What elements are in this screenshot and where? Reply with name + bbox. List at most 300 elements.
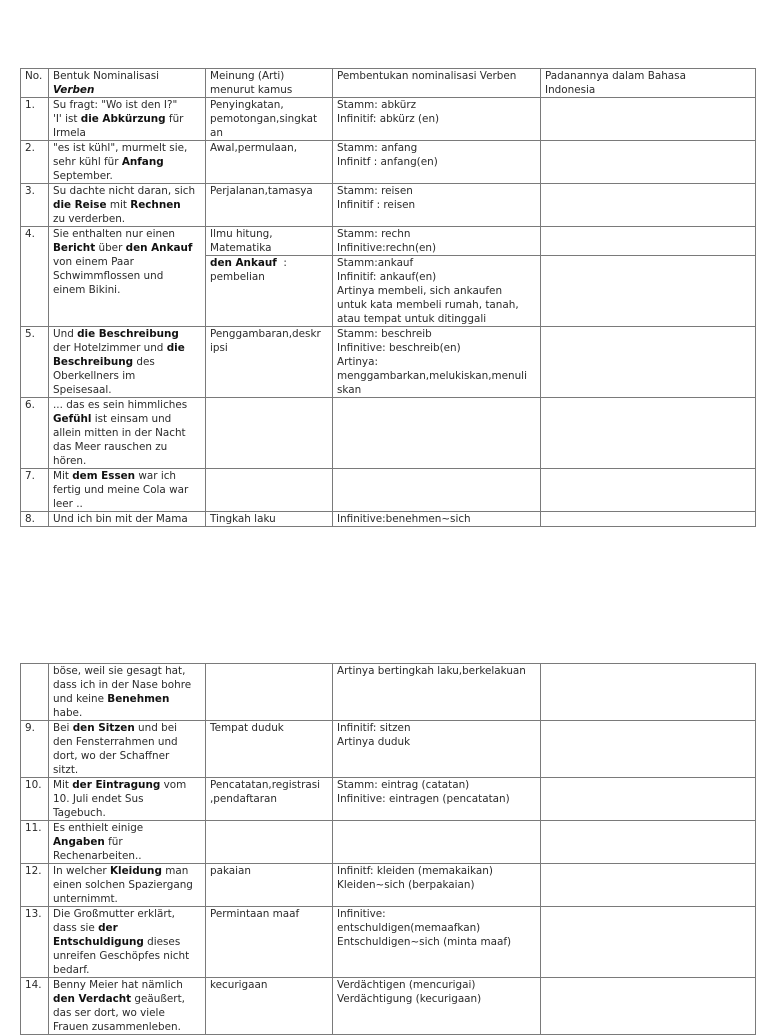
cell-line xyxy=(53,921,201,935)
text-segment: Artinya duduk xyxy=(337,736,411,748)
bold-term: die Reise xyxy=(53,199,107,211)
bold-term: Angaben xyxy=(53,836,105,848)
cell-line xyxy=(210,907,328,921)
cell-meaning xyxy=(206,821,333,864)
text-segment: Mit xyxy=(53,470,73,482)
text-segment: für xyxy=(104,836,123,848)
bold-term: Benehmen xyxy=(107,693,170,705)
table-row xyxy=(21,864,756,907)
text-segment: von einem Paar xyxy=(53,256,134,268)
text-segment: sitzt. xyxy=(53,764,79,776)
text-segment: 7. xyxy=(25,470,35,482)
bold-italic-term: Verben xyxy=(53,84,95,96)
text-segment: Oberkellners im xyxy=(53,370,136,382)
cell-line xyxy=(53,763,201,777)
cell-meaning xyxy=(206,256,333,327)
text-segment: pakaian xyxy=(210,865,252,877)
cell-line xyxy=(53,98,201,112)
cell-verb-formation xyxy=(333,907,541,978)
text-segment: Es enthielt einige xyxy=(53,822,144,834)
text-segment: ... das es sein himmliches xyxy=(53,399,188,411)
text-segment: einen solchen Spaziergang xyxy=(53,879,193,891)
cell-line xyxy=(545,69,751,83)
cell-number xyxy=(21,778,49,821)
text-segment: dieses xyxy=(143,936,181,948)
cell-line xyxy=(53,483,201,497)
text-segment: Penyingkatan, xyxy=(210,99,284,111)
cell-line xyxy=(53,426,201,440)
cell-verb-formation xyxy=(333,141,541,184)
cell-nominalization-form xyxy=(49,327,206,398)
text-segment: war ich xyxy=(135,470,177,482)
cell-line xyxy=(210,98,328,112)
text-segment: Stamm: abkürz xyxy=(337,99,417,111)
cell-line xyxy=(337,878,536,892)
cell-line xyxy=(337,198,536,212)
cell-nominalization-form xyxy=(49,98,206,141)
cell-indonesian-equivalent xyxy=(541,256,756,327)
text-segment: 11. xyxy=(25,822,42,834)
cell-nominalization-form xyxy=(49,821,206,864)
cell-line xyxy=(53,440,201,454)
text-segment: Mit xyxy=(53,779,73,791)
cell-line xyxy=(210,270,328,284)
text-segment: 'I' ist xyxy=(53,113,81,125)
text-segment: Bei xyxy=(53,722,73,734)
text-segment: zu verderben. xyxy=(53,213,126,225)
cell-line xyxy=(53,169,201,183)
bold-term: Bericht xyxy=(53,242,96,254)
cell-line xyxy=(210,112,328,126)
cell-line xyxy=(53,255,201,269)
cell-number xyxy=(21,721,49,778)
table-row xyxy=(21,907,756,978)
text-segment: unreifen Geschöpfes nicht xyxy=(53,950,190,962)
table-body xyxy=(21,69,756,527)
text-segment: mit xyxy=(106,199,131,211)
bold-term: dem Essen xyxy=(72,470,136,482)
cell-line xyxy=(337,284,536,298)
cell-meaning xyxy=(206,184,333,227)
text-segment: Artinya membeli, sich ankaufen xyxy=(337,285,503,297)
text-segment: über xyxy=(95,242,126,254)
bold-term: den Ankauf xyxy=(125,242,193,254)
text-segment: Verdächtigung (kecurigaan) xyxy=(337,993,482,1005)
cell-line xyxy=(210,69,328,83)
cell-line xyxy=(53,706,201,720)
text-segment: Speisesaal. xyxy=(53,384,112,396)
text-segment: untuk kata membeli rumah, tanah, xyxy=(337,299,519,311)
cell-indonesian-equivalent xyxy=(541,69,756,98)
cell-line xyxy=(53,735,201,749)
cell-indonesian-equivalent xyxy=(541,398,756,469)
cell-line xyxy=(210,227,328,241)
cell-line xyxy=(210,241,328,255)
cell-line xyxy=(210,864,328,878)
cell-line xyxy=(53,664,201,678)
cell-nominalization-form xyxy=(49,184,206,227)
cell-line xyxy=(53,849,201,863)
cell-line xyxy=(53,878,201,892)
cell-line xyxy=(53,892,201,906)
cell-indonesian-equivalent xyxy=(541,978,756,1035)
text-segment: Meinung (Arti) xyxy=(210,70,285,82)
text-segment: dass sie xyxy=(53,922,99,934)
cell-line xyxy=(53,749,201,763)
text-segment: man xyxy=(161,865,189,877)
text-segment: pemotongan,singkat xyxy=(210,113,318,125)
text-segment: Infinitf : anfang(en) xyxy=(337,156,438,168)
text-segment: Infinitif: abkürz (en) xyxy=(337,113,440,125)
cell-nominalization-form xyxy=(49,864,206,907)
cell-line xyxy=(337,778,536,792)
cell-number xyxy=(21,864,49,907)
cell-nominalization-form xyxy=(49,227,206,327)
cell-verb-formation xyxy=(333,98,541,141)
cell-line xyxy=(53,198,201,212)
cell-line xyxy=(210,327,328,341)
text-segment: und keine xyxy=(53,693,108,705)
text-segment: 3. xyxy=(25,185,35,197)
cell-indonesian-equivalent xyxy=(541,778,756,821)
text-segment: 14. xyxy=(25,979,42,991)
cell-line xyxy=(53,184,201,198)
cell-line xyxy=(53,283,201,297)
cell-verb-formation xyxy=(333,512,541,527)
cell-meaning xyxy=(206,907,333,978)
cell-line xyxy=(53,369,201,383)
text-segment: der Hotelzimmer und xyxy=(53,342,167,354)
text-segment: 4. xyxy=(25,228,35,240)
cell-line xyxy=(53,907,201,921)
text-segment: 5. xyxy=(25,328,35,340)
text-segment: 9. xyxy=(25,722,35,734)
cell-line xyxy=(53,212,201,226)
text-segment: : xyxy=(276,257,287,269)
cell-verb-formation xyxy=(333,398,541,469)
cell-meaning xyxy=(206,98,333,141)
text-segment: 13. xyxy=(25,908,42,920)
cell-line xyxy=(337,721,536,735)
cell-line xyxy=(25,227,44,241)
cell-line xyxy=(337,241,536,255)
cell-line xyxy=(25,184,44,198)
cell-verb-formation xyxy=(333,184,541,227)
cell-line xyxy=(210,341,328,355)
cell-line xyxy=(337,184,536,198)
bold-term: der Eintragung xyxy=(72,779,161,791)
cell-indonesian-equivalent xyxy=(541,327,756,398)
bold-term: Rechnen xyxy=(130,199,181,211)
cell-line xyxy=(337,141,536,155)
text-segment: Tingkah laku xyxy=(210,513,276,525)
cell-line xyxy=(25,327,44,341)
cell-verb-formation xyxy=(333,978,541,1035)
cell-indonesian-equivalent xyxy=(541,821,756,864)
cell-line xyxy=(53,383,201,397)
cell-number xyxy=(21,327,49,398)
bold-term: Entschuldigung xyxy=(53,936,144,948)
text-segment: Stamm: rechn xyxy=(337,228,411,240)
cell-line xyxy=(337,935,536,949)
text-segment: Infinitive: eintragen (pencatatan) xyxy=(337,793,510,805)
cell-indonesian-equivalent xyxy=(541,98,756,141)
cell-nominalization-form xyxy=(49,664,206,721)
cell-nominalization-form xyxy=(49,721,206,778)
text-segment: allein mitten in der Nacht xyxy=(53,427,186,439)
cell-indonesian-equivalent xyxy=(541,864,756,907)
text-segment: Und xyxy=(53,328,78,340)
cell-line xyxy=(25,721,44,735)
cell-line xyxy=(53,721,201,735)
cell-line xyxy=(25,907,44,921)
cell-line xyxy=(53,327,201,341)
bold-term: den Sitzen xyxy=(72,722,135,734)
text-segment: Rechenarbeiten.. xyxy=(53,850,142,862)
cell-verb-formation xyxy=(333,821,541,864)
cell-line xyxy=(337,227,536,241)
text-segment: an xyxy=(210,127,223,139)
text-segment: skan xyxy=(337,384,362,396)
text-segment: Bentuk Nominalisasi xyxy=(53,70,160,82)
text-segment: Infinitive:rechn(en) xyxy=(337,242,437,254)
cell-verb-formation xyxy=(333,69,541,98)
cell-line xyxy=(210,778,328,792)
text-segment: Stamm:ankauf xyxy=(337,257,414,269)
text-segment: dass ich in der Nase bohre xyxy=(53,679,192,691)
cell-line xyxy=(53,497,201,511)
cell-line xyxy=(53,821,201,835)
cell-line xyxy=(210,256,328,270)
table-row xyxy=(21,821,756,864)
cell-line xyxy=(337,864,536,878)
cell-line xyxy=(53,935,201,949)
cell-line xyxy=(53,806,201,820)
cell-meaning xyxy=(206,721,333,778)
text-segment: Matematika xyxy=(210,242,272,254)
cell-line xyxy=(25,821,44,835)
text-segment: 10. xyxy=(25,779,42,791)
cell-line xyxy=(53,126,201,140)
text-segment: Ilmu hitung, xyxy=(210,228,273,240)
text-segment: 6. xyxy=(25,399,35,411)
cell-line xyxy=(53,241,201,255)
table-row xyxy=(21,327,756,398)
text-segment: Penggambaran,deskr xyxy=(210,328,321,340)
cell-line xyxy=(53,963,201,977)
text-segment: des xyxy=(133,356,155,368)
text-segment: böse, weil sie gesagt hat, xyxy=(53,665,186,677)
text-segment: sehr kühl für xyxy=(53,156,122,168)
text-segment: Padanannya dalam Bahasa xyxy=(545,70,686,82)
text-segment: atau tempat untuk ditinggali xyxy=(337,313,487,325)
text-segment: für xyxy=(165,113,184,125)
cell-nominalization-form xyxy=(49,978,206,1035)
table-row xyxy=(21,184,756,227)
cell-line xyxy=(53,141,201,155)
bold-term: die Abkürzung xyxy=(80,113,166,125)
text-segment: 12. xyxy=(25,865,42,877)
table-row xyxy=(21,98,756,141)
cell-line xyxy=(25,864,44,878)
cell-line xyxy=(53,692,201,706)
cell-verb-formation xyxy=(333,227,541,256)
bold-term: Beschreibung xyxy=(53,356,134,368)
cell-line xyxy=(53,978,201,992)
text-segment: "es ist kühl", murmelt sie, xyxy=(53,142,188,154)
text-segment: Entschuldigen~sich (minta maaf) xyxy=(337,936,512,948)
text-segment: Indonesia xyxy=(545,84,596,96)
cell-nominalization-form xyxy=(49,512,206,527)
text-segment: Pencatatan,registrasi xyxy=(210,779,321,791)
cell-indonesian-equivalent xyxy=(541,512,756,527)
table-row xyxy=(21,721,756,778)
cell-line xyxy=(53,227,201,241)
bold-term: Anfang xyxy=(121,156,164,168)
cell-verb-formation xyxy=(333,721,541,778)
table-row xyxy=(21,141,756,184)
text-segment: hören. xyxy=(53,455,87,467)
table-row xyxy=(21,978,756,1035)
text-segment: Tagebuch. xyxy=(53,807,106,819)
cell-meaning xyxy=(206,141,333,184)
text-segment: Su fragt: "Wo ist den I?" xyxy=(53,99,178,111)
bold-term: der xyxy=(98,922,118,934)
cell-line xyxy=(53,112,201,126)
cell-meaning xyxy=(206,512,333,527)
text-segment: Awal,permulaan, xyxy=(210,142,298,154)
cell-line xyxy=(25,512,44,526)
cell-nominalization-form xyxy=(49,141,206,184)
table-body xyxy=(21,664,756,1035)
text-segment: September. xyxy=(53,170,113,182)
text-segment: 1. xyxy=(25,99,35,111)
text-segment: Verdächtigen (mencurigai) xyxy=(337,979,476,991)
text-segment: habe. xyxy=(53,707,83,719)
table-row xyxy=(21,398,756,469)
text-segment: den Fensterrahmen und xyxy=(53,736,178,748)
text-segment: Tempat duduk xyxy=(210,722,284,734)
text-segment: das Meer rauschen zu xyxy=(53,441,168,453)
table-row xyxy=(21,664,756,721)
cell-line xyxy=(545,83,751,97)
table-header-row xyxy=(21,69,756,98)
cell-line xyxy=(337,383,536,397)
cell-line xyxy=(337,735,536,749)
cell-line xyxy=(337,298,536,312)
cell-number xyxy=(21,141,49,184)
text-segment: Und ich bin mit der Mama xyxy=(53,513,188,525)
text-segment: fertig und meine Cola war xyxy=(53,484,189,496)
text-segment: Permintaan maaf xyxy=(210,908,300,920)
cell-line xyxy=(53,355,201,369)
text-segment: Infinitive: xyxy=(337,908,386,920)
cell-line xyxy=(53,155,201,169)
cell-line xyxy=(53,1006,201,1020)
cell-nominalization-form xyxy=(49,398,206,469)
cell-line xyxy=(53,835,201,849)
bold-term: den Ankauf xyxy=(210,257,277,269)
text-segment: Stamm: anfang xyxy=(337,142,418,154)
cell-number xyxy=(21,398,49,469)
cell-line xyxy=(337,112,536,126)
cell-line xyxy=(337,69,536,83)
cell-line xyxy=(337,155,536,169)
cell-nominalization-form xyxy=(49,778,206,821)
cell-line xyxy=(337,270,536,284)
table-row xyxy=(21,512,756,527)
cell-line xyxy=(53,864,201,878)
cell-line xyxy=(337,664,536,678)
cell-line xyxy=(337,992,536,1006)
cell-line xyxy=(210,721,328,735)
cell-meaning xyxy=(206,227,333,256)
cell-line xyxy=(53,412,201,426)
text-segment: unternimmt. xyxy=(53,893,118,905)
bold-term: Gefühl xyxy=(53,413,92,425)
cell-line xyxy=(337,312,536,326)
text-segment: ipsi xyxy=(210,342,228,354)
cell-indonesian-equivalent xyxy=(541,227,756,256)
cell-line xyxy=(25,978,44,992)
cell-number xyxy=(21,664,49,721)
text-segment: vom xyxy=(160,779,187,791)
text-segment: Sie enthalten nur einen xyxy=(53,228,176,240)
cell-number xyxy=(21,98,49,141)
text-segment: menggambarkan,melukiskan,menuli xyxy=(337,370,527,382)
cell-indonesian-equivalent xyxy=(541,184,756,227)
text-segment: menurut kamus xyxy=(210,84,293,96)
cell-line xyxy=(337,327,536,341)
cell-line xyxy=(337,341,536,355)
cell-number xyxy=(21,469,49,512)
cell-verb-formation xyxy=(333,664,541,721)
text-segment: Stamm: reisen xyxy=(337,185,413,197)
cell-line xyxy=(53,341,201,355)
cell-indonesian-equivalent xyxy=(541,469,756,512)
cell-line xyxy=(53,949,201,963)
cell-line xyxy=(53,1020,201,1034)
bold-term: Kleidung xyxy=(110,865,162,877)
cell-line xyxy=(53,269,201,283)
text-segment: Pembentukan nominalisasi Verben xyxy=(337,70,517,82)
text-segment: das ser dort, wo viele xyxy=(53,1007,165,1019)
cell-line xyxy=(25,141,44,155)
cell-line xyxy=(25,69,44,83)
cell-line xyxy=(25,469,44,483)
text-segment: Infinitive: beschreib(en) xyxy=(337,342,461,354)
text-segment: Infinitif: ankauf(en) xyxy=(337,271,437,283)
text-segment: ist einsam und xyxy=(91,413,172,425)
cell-line xyxy=(53,512,201,526)
text-segment: No. xyxy=(25,70,43,82)
cell-meaning xyxy=(206,664,333,721)
cell-line xyxy=(337,512,536,526)
text-segment: Irmela xyxy=(53,127,86,139)
cell-line xyxy=(53,469,201,483)
cell-line xyxy=(210,83,328,97)
text-segment: Perjalanan,tamasya xyxy=(210,185,313,197)
text-segment: Stamm: eintrag (catatan) xyxy=(337,779,470,791)
cell-number xyxy=(21,69,49,98)
cell-line xyxy=(337,907,536,921)
cell-line xyxy=(337,921,536,935)
text-segment: Artinya: xyxy=(337,356,378,368)
cell-indonesian-equivalent xyxy=(541,141,756,184)
cell-line xyxy=(53,792,201,806)
nominalization-table-part-1 xyxy=(20,68,756,527)
text-segment: und bei xyxy=(134,722,177,734)
